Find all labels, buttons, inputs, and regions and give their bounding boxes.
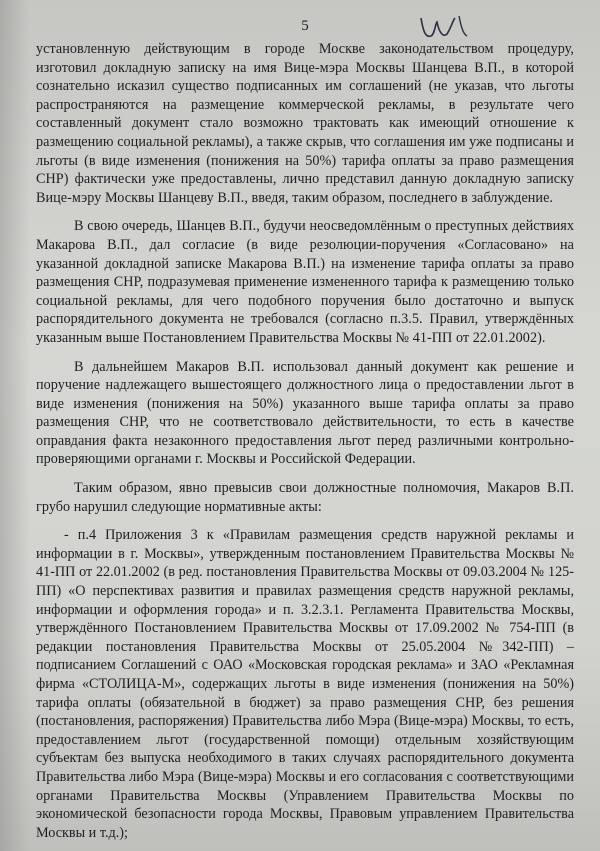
paragraph-4: Таким образом, явно превысив свои должностные полномочия, Макаров В.П. грубо нарушил следующие нормативные акты: bbox=[36, 480, 574, 515]
paragraph-3: В дальнейшем Макаров В.П. использовал данный документ как решение и поручение надлежащего вышестоящего должностного лица о предоставлении льгот в виде изменения (понижения на 50%) указанного выше тарифа оплаты за право размещения СНР, что не соответствовало действительности, то есть в качестве оправдания факта незаконного предоставления льгот перед различными контрольно-проверяющими органами г. Москвы и Российской Федерации. bbox=[36, 358, 574, 468]
paragraph-2: В свою очередь, Шанцев В.П., будучи неосведомлённым о преступных действиях Макарова В.П., дал согласие (в виде резолюции-поручения «Согласовано» на указанной докладной записке Макарова В.П.) на изменение тарифа оплаты за право размещения СНР, подразумевая применение измененного тарифа к размещению только социальной рекламы, для чего подобного поручения было достаточно и выпуск распорядительного документа не требовался (согласно п.3.5. Правил, утверждённых указанным выше Постановлением Правительства Москвы № 41-ПП от 22.01.2002). bbox=[36, 218, 574, 346]
page-edge-shadow bbox=[0, 0, 30, 851]
page-number: 5 bbox=[301, 18, 309, 34]
handwritten-signature-mark bbox=[415, 12, 475, 52]
paragraph-1: установленную действующим в городе Москве законодательством процедуру, изготовил докладную записку на имя Вице-мэра Москвы Шанцева В.П., в которой сознательно исказил существо подписанных им соглашений (не указав, что льготы распространяются на размещение коммерческой рекламы, в результате чего составленный документ стало возможно трактовать как имеющий отношение к размещению социальной рекламы), а также скрыв, что соглашения им уже подписаны и льготы (в виде изменения (понижения на 50%) тарифа оплаты за право размещения СНР) фактически уже предоставлены, лично представил данную докладную записку Вице-мэру Москвы Шанцеву В.П., введя, таким образом, последнего в заблуждение. bbox=[36, 41, 574, 206]
list-item: - п.4 Приложения 3 к «Правилам размещения средств наружной рекламы и информации в г. Москвы», утвержденным постановлением Правительства Москвы № 41-ПП от 22.01.2002 (в ред. постановления Правительства Москвы от 09.03.2004 № 125-ПП) «О перспективах развития и правилах размещения средств наружной рекламы, информации и оформления города» и п. 3.2.3.1. Регламента Правительства Москвы, утверждённого Постановлением Правительства Москвы от 17.09.2002 № 754-ПП (в редакции постановления Правительства Москвы от 25.05.2004 №342-ПП) – подписанием Соглашений с ОАО «Московская городская реклама» и ЗАО «Рекламная фирма «СТОЛИЦА-М», содержащих льготы в виде изменения (понижения на 50%) тарифа оплаты (обязательной в бюджет) за право размещения СНР, без решения (постановления, распоряжения) Правительства либо Мэра (Вице-мэра) Москвы, то есть, предоставлением льгот (государственной помощи) отдельным хозяйствующим субъектам без выпуска необходимого в таких случаях распорядительного документа Правительства либо Мэра (Вице-мэра) Москвы и его согласования с соответствующими органами Правительства Москвы (Управлением Правительства Москвы по экономической безопасности города Москвы, Правовым управлением Правительства Москвы и т.д.); bbox=[36, 527, 574, 841]
